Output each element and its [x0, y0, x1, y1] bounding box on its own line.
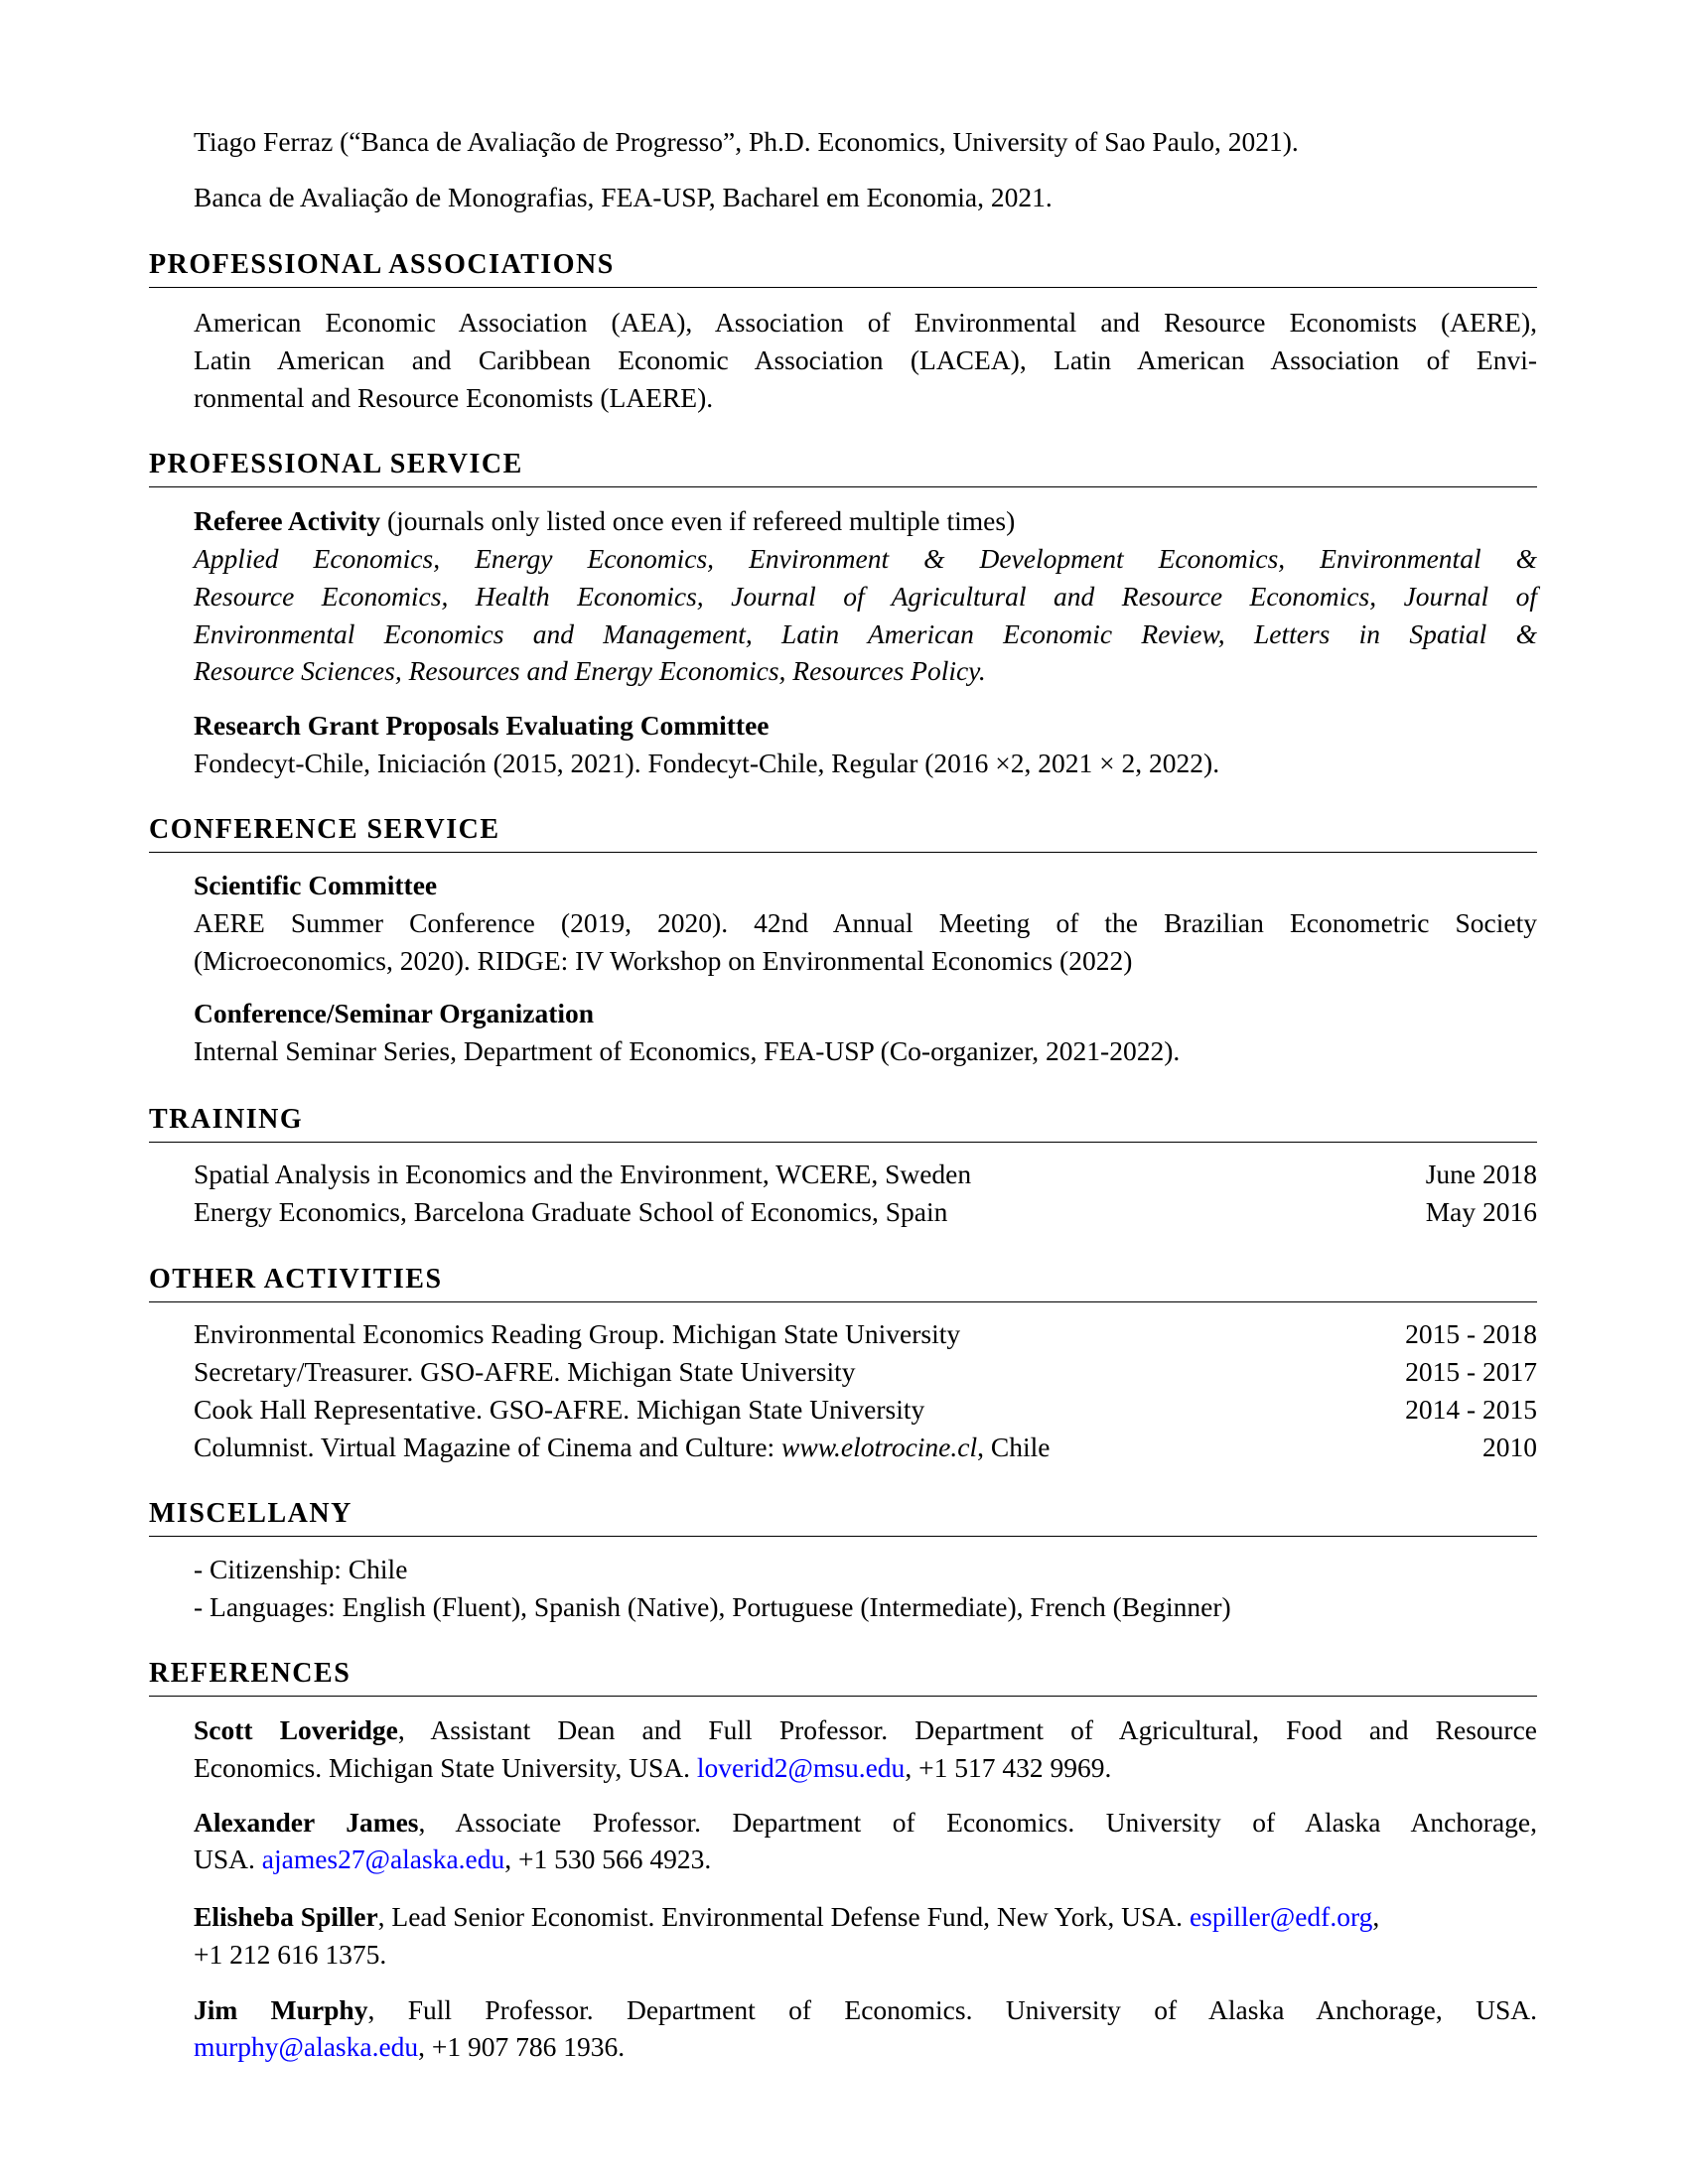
reference-line: [194, 1898, 1379, 1936]
activity-row: [194, 1315, 1537, 1353]
journals-line: Applied Economics, Energy Economics, Environment & Development Economics, Environmental &: [194, 543, 1537, 574]
scientific-committee-title: Scientific Committee: [194, 870, 438, 900]
activity-label-text: , Chile: [977, 1432, 1051, 1462]
training-label: Energy Economics, Barcelona Graduate School of Economics, Spain: [194, 1196, 948, 1227]
section-rule: [149, 486, 1537, 487]
section-heading-conference: CONFERENCE SERVICE: [149, 814, 500, 845]
reference-line: [194, 2028, 625, 2066]
activity-date: 2014 - 2015: [1405, 1394, 1537, 1425]
activity-date: 2015 - 2017: [1405, 1356, 1537, 1387]
section-rule: [149, 1142, 1537, 1143]
reference-affiliation: , Full Professor. Department of Economics. University of Alaska Anchorage, USA.: [367, 1994, 1537, 2025]
reference-affiliation: Economics. Michigan State University, USA.: [194, 1752, 697, 1783]
training-date: May 2016: [1425, 1196, 1537, 1227]
referee-activity-line: [194, 502, 1015, 540]
section-rule: [149, 1696, 1537, 1697]
reference-affiliation: , Assistant Dean and Full Professor. Department of Agricultural, Food and Resource: [397, 1714, 1537, 1745]
section-heading-references: REFERENCES: [149, 1658, 352, 1689]
reference-line: [194, 1991, 1537, 2029]
reference-name: Jim Murphy: [194, 1994, 368, 2025]
section-rule: [149, 287, 1537, 288]
journals-line: Resource Economics, Health Economics, Journal of Agricultural and Resource Economics, Journal of: [194, 581, 1537, 612]
referee-activity-title: Referee Activity: [194, 505, 381, 536]
misc-item-citizenship: - Citizenship: Chile: [194, 1554, 408, 1584]
reference-affiliation: , Associate Professor. Department of Economics. University of Alaska Anchorage,: [418, 1807, 1537, 1838]
reference-line: [194, 1749, 1111, 1787]
training-date: June 2018: [1425, 1159, 1537, 1189]
section-rule: [149, 1301, 1537, 1302]
associations-line: American Economic Association (AEA), Association of Environmental and Resource Economists (AERE),: [194, 307, 1537, 338]
reference-punct: ,: [1372, 1901, 1380, 1932]
misc-item-languages: - Languages: English (Fluent), Spanish (Native), Portuguese (Intermediate), French (Beginner): [194, 1591, 1231, 1622]
training-row: [194, 1156, 1537, 1193]
scientific-committee-line: (Microeconomics, 2020). RIDGE: IV Workshop on Environmental Economics (2022): [194, 945, 1133, 976]
scientific-committee-line: AERE Summer Conference (2019, 2020). 42nd Annual Meeting of the Brazilian Econometric Society: [194, 907, 1537, 938]
reference-name: Alexander James: [194, 1807, 419, 1838]
reference-phone: , +1 907 786 1936.: [418, 2031, 626, 2062]
associations-line: ronmental and Resource Economists (LAERE).: [194, 382, 714, 413]
section-rule: [149, 852, 1537, 853]
section-heading-miscellany: MISCELLANY: [149, 1498, 352, 1529]
website-url: www.elotrocine.cl: [781, 1432, 978, 1462]
grant-committee-title: Research Grant Proposals Evaluating Committee: [194, 710, 770, 741]
section-heading-service: PROFESSIONAL SERVICE: [149, 449, 523, 479]
reference-line: [194, 1711, 1537, 1749]
reference-email-link[interactable]: loverid2@msu.edu: [696, 1752, 906, 1783]
reference-affiliation: USA.: [194, 1843, 262, 1874]
reference-email-link[interactable]: ajames27@alaska.edu: [261, 1843, 505, 1874]
training-row: [194, 1193, 1537, 1231]
section-heading-associations: PROFESSIONAL ASSOCIATIONS: [149, 249, 615, 280]
reference-line: [194, 1841, 711, 1878]
activity-date: 2010: [1482, 1432, 1537, 1462]
activity-label-text: Columnist. Virtual Magazine of Cinema and Culture:: [194, 1432, 782, 1462]
reference-phone: , +1 530 566 4923.: [504, 1843, 712, 1874]
reference-affiliation: , Lead Senior Economist. Environmental Defense Fund, New York, USA.: [377, 1901, 1190, 1932]
activity-label: Environmental Economics Reading Group. Michigan State University: [194, 1318, 961, 1349]
activity-row: [194, 1429, 1537, 1466]
reference-email-link[interactable]: murphy@alaska.edu: [194, 2031, 419, 2062]
journals-line: Environmental Economics and Management, Latin American Economic Review, Letters in Spatial &: [194, 618, 1537, 649]
activity-row: [194, 1391, 1537, 1429]
training-label: Spatial Analysis in Economics and the Environment, WCERE, Sweden: [194, 1159, 972, 1189]
reference-name: Elisheba Spiller: [194, 1901, 378, 1932]
grant-committee-text: Fondecyt-Chile, Iniciación (2015, 2021). Fondecyt-Chile, Regular (2016 ×2, 2021 × 2, 2022).: [194, 748, 1220, 778]
journals-line: Resource Sciences, Resources and Energy Economics, Resources Policy.: [194, 655, 986, 686]
activity-row: [194, 1353, 1537, 1391]
referee-activity-note: (journals only listed once even if refereed multiple times): [380, 505, 1016, 536]
activity-label: [194, 1429, 1050, 1466]
activity-label: Secretary/Treasurer. GSO-AFRE. Michigan State University: [194, 1356, 856, 1387]
section-heading-training: TRAINING: [149, 1104, 304, 1135]
seminar-organization-title: Conference/Seminar Organization: [194, 998, 595, 1028]
section-heading-other-activities: OTHER ACTIVITIES: [149, 1264, 443, 1295]
seminar-organization-text: Internal Seminar Series, Department of Economics, FEA-USP (Co-organizer, 2021-2022).: [194, 1035, 1181, 1066]
committee-entry-tiago: Tiago Ferraz (“Banca de Avaliação de Progresso”, Ph.D. Economics, University of Sao Paulo, 2021).: [194, 126, 1299, 157]
associations-line: Latin American and Caribbean Economic Association (LACEA), Latin American Association of Envi-: [194, 344, 1537, 375]
activity-date: 2015 - 2018: [1405, 1318, 1537, 1349]
section-rule: [149, 1536, 1537, 1537]
reference-email-link[interactable]: espiller@edf.org: [1189, 1901, 1373, 1932]
reference-line: [194, 1804, 1537, 1842]
committee-entry-monografias: Banca de Avaliação de Monografias, FEA-USP, Bacharel em Economia, 2021.: [194, 182, 1053, 212]
reference-name: Scott Loveridge: [194, 1714, 398, 1745]
activity-label: Cook Hall Representative. GSO-AFRE. Michigan State University: [194, 1394, 925, 1425]
reference-phone: , +1 517 432 9969.: [905, 1752, 1112, 1783]
reference-line: +1 212 616 1375.: [194, 1939, 387, 1970]
